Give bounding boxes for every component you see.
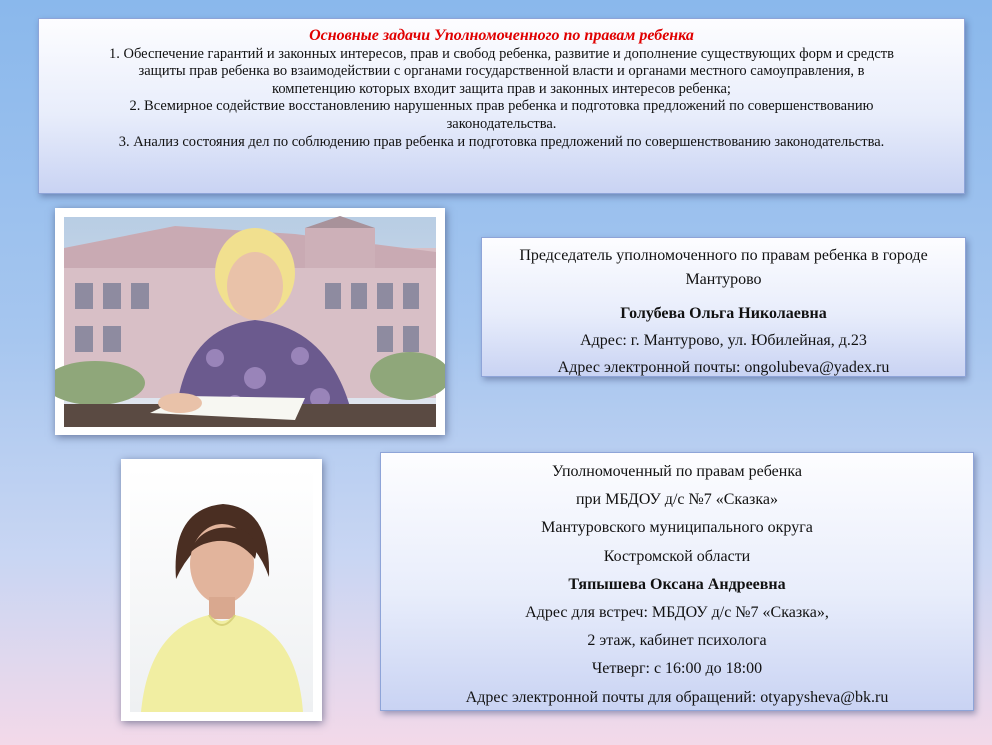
chairman-email: Адрес электронной почты: ongolubeva@yadex.ru xyxy=(557,359,890,376)
photo-golubeva-image xyxy=(55,208,445,435)
tasks-box xyxy=(38,18,965,194)
tasks-line-1: 1. Обеспечение гарантий и законных интересов, прав и свобод ребенка, развитие и дополнение существующих форм и средств xyxy=(108,45,894,62)
tasks-line-6: 3. Анализ состояния дел по соблюдению прав ребенка и подготовка предложений по совершенствованию законодательства. xyxy=(118,133,885,150)
chairman-card xyxy=(481,237,966,377)
photo-tyapysheva xyxy=(121,459,322,721)
ombudsman-line-2: при МБДОУ д/с №7 «Сказка» xyxy=(575,491,779,509)
ombudsman-hours: Четверг: с 16:00 до 18:00 xyxy=(591,660,763,678)
ombudsman-email: Адрес электронной почты для обращений: otyapysheva@bk.ru xyxy=(465,688,889,706)
ombudsman-card xyxy=(380,452,974,711)
tasks-line-4: 2. Всемирное содействие восстановлению нарушенных прав ребенка и подготовка предложений по совершенствованию xyxy=(129,98,874,115)
chairman-name: Голубева Ольга Николаевна xyxy=(620,305,827,322)
chairman-role: Председатель уполномоченного по правам ребенка в городе Мантурово xyxy=(519,247,928,288)
tasks-title: Основные задачи Уполномоченного по правам ребенка xyxy=(309,27,694,44)
ombudsman-address-1: Адрес для встреч: МБДОУ д/с №7 «Сказка», xyxy=(525,604,829,622)
ombudsman-address-2: 2 этаж, кабинет психолога xyxy=(587,632,767,650)
tasks-line-2: защиты прав ребенка во взаимодействии с органами государственной власти и органами местного самоуправления, в xyxy=(138,63,865,80)
photo-tyapysheva-image xyxy=(121,459,322,721)
ombudsman-line-4: Костромской области xyxy=(603,547,751,565)
ombudsman-name: Тяпышева Оксана Андреевна xyxy=(568,575,786,593)
tasks-line-3: компетенцию которых входит защита прав и законных интересов ребенка; xyxy=(272,80,731,97)
ombudsman-line-3: Мантуровского муниципального округа xyxy=(541,519,813,537)
ombudsman-line-1: Уполномоченный по правам ребенка xyxy=(552,463,802,480)
photo-golubeva xyxy=(55,208,445,435)
tasks-line-5: законодательства. xyxy=(446,115,557,132)
chairman-address: Адрес: г. Мантурово, ул. Юбилейная, д.23 xyxy=(580,332,867,349)
